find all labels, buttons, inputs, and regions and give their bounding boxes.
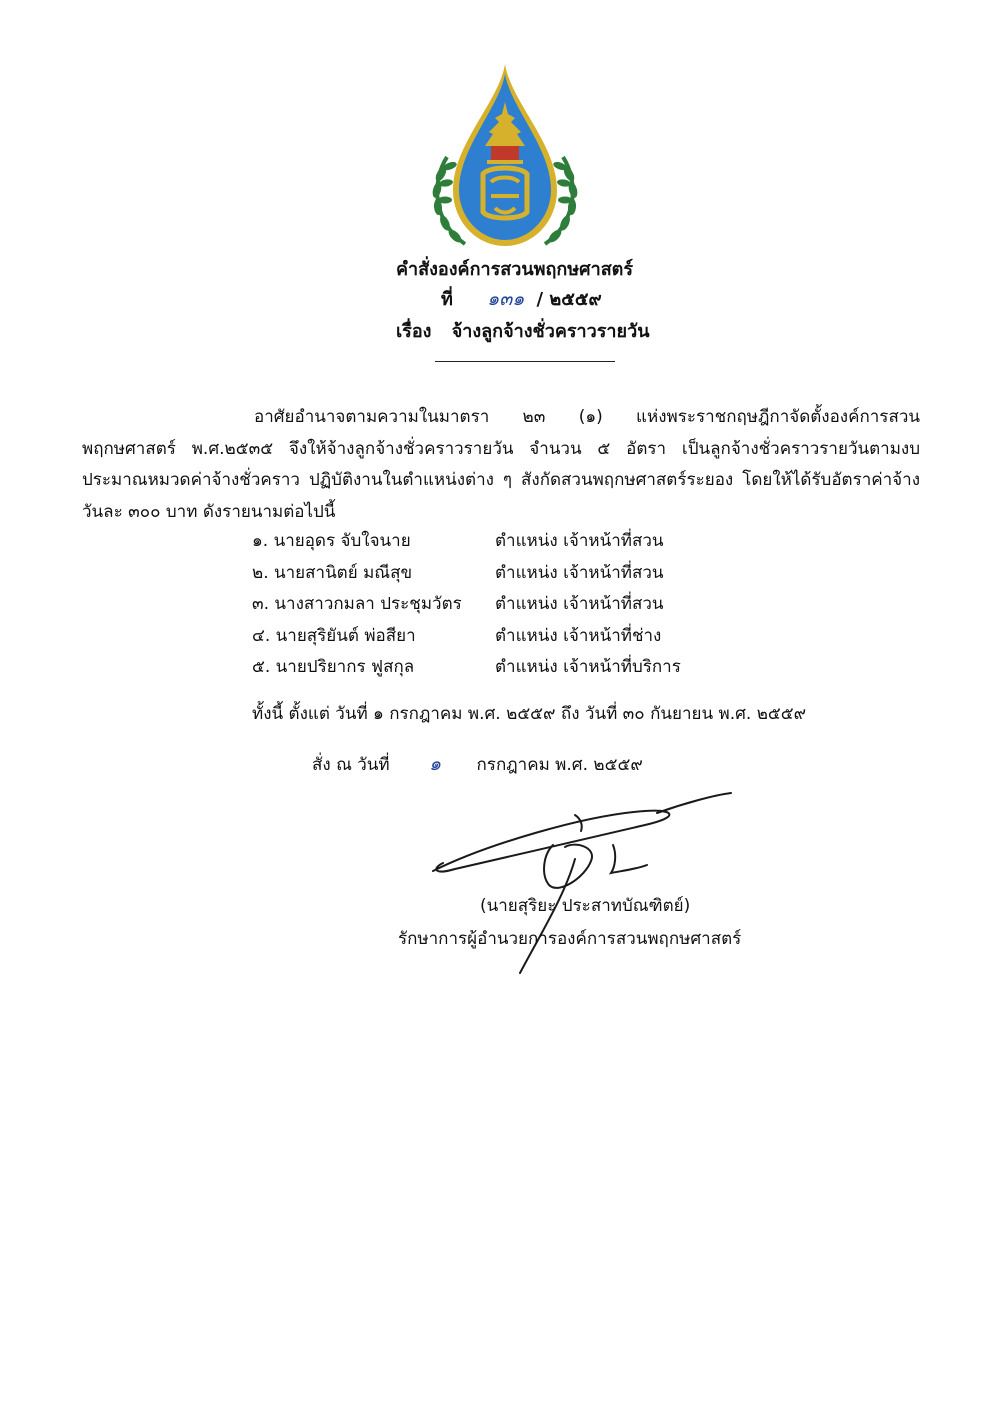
signer-title: รักษาการผู้อำนวยการองค์การสวนพฤกษศาสตร์ [398, 929, 742, 949]
effective-period: ทั้งนี้ ตั้งแต่ วันที่ ๑ กรกฎาคม พ.ศ. ๒๕๕๙ ถึง วันที่ ๓๐ กันยายน พ.ศ. ๒๕๕๙ [252, 704, 807, 724]
list-item [252, 526, 772, 558]
order-number-line [441, 284, 602, 314]
header-divider [435, 361, 615, 362]
order-subject-line [396, 316, 650, 345]
employee-name: ๓. นางสาวกมลา ประชุมวัตร [252, 594, 462, 614]
order-subject-label: เรื่อง [396, 321, 432, 342]
list-item [252, 652, 772, 684]
employee-position: ตำแหน่ง เจ้าหน้าที่สวน [495, 594, 664, 614]
order-number-year: / ๒๕๕๙ [536, 289, 602, 310]
employee-name: ๒. นายสานิตย์ มณีสุข [252, 562, 413, 583]
list-item [252, 558, 772, 590]
list-item [252, 621, 772, 653]
list-item [252, 589, 772, 621]
order-paragraph [82, 402, 920, 528]
order-date-suffix: กรกฎาคม พ.ศ. ๒๕๕๙ [476, 755, 643, 775]
order-number-label: ที่ [441, 289, 453, 310]
employee-name: ๑. นายอุดร จับใจนาย [252, 531, 411, 551]
organization-logo [425, 62, 585, 254]
employee-list [252, 526, 772, 684]
employee-position: ตำแหน่ง เจ้าหน้าที่สวน [495, 562, 664, 583]
order-subject: จ้างลูกจ้างชั่วคราวรายวัน [451, 321, 650, 342]
employee-position: ตำแหน่ง เจ้าหน้าที่ช่าง [495, 625, 662, 646]
signer-name: (นายสุริยะ ประสาทบัณฑิตย์) [480, 896, 691, 916]
order-number-handwritten: ๑๓๑ [487, 288, 525, 310]
order-date [312, 749, 643, 779]
order-date-prefix: สั่ง ณ วันที่ [312, 755, 390, 775]
employee-name: ๕. นายปริยากร ฟูสกุล [252, 657, 415, 677]
employee-position: ตำแหน่ง เจ้าหน้าที่บริการ [495, 657, 681, 677]
employee-name: ๔. นายสุริยันต์ พ่อสียา [252, 625, 416, 646]
employee-position: ตำแหน่ง เจ้าหน้าที่สวน [495, 531, 664, 551]
order-day-handwritten: ๑ [429, 753, 442, 775]
order-paragraph-text: อาศัยอำนาจตามความในมาตรา ๒๓ (๑) แห่งพระราชกฤษฎีกาจัดตั้งองค์การสวนพฤกษศาสตร์ พ.ศ.๒๕๓๕ จึงให้จ้างลูกจ้างชั่วคราวรายวัน จำนวน ๕ อัตรา เป็นลูกจ้างชั่วคราวรายวันตามงบประมาณหมวดค่าจ้างชั่วคราว ปฏิบัติงานในตำแหน่งต่าง ๆ สังกัดสวนพฤกษศาสตร์ระยอง โดยให้ได้รับอัตราค่าจ้าง วันละ ๓๐๐ บาท ดังรายนามต่อไปนี้ [82, 407, 920, 522]
order-title: คำสั่งองค์การสวนพฤกษศาสตร์ [396, 259, 634, 280]
